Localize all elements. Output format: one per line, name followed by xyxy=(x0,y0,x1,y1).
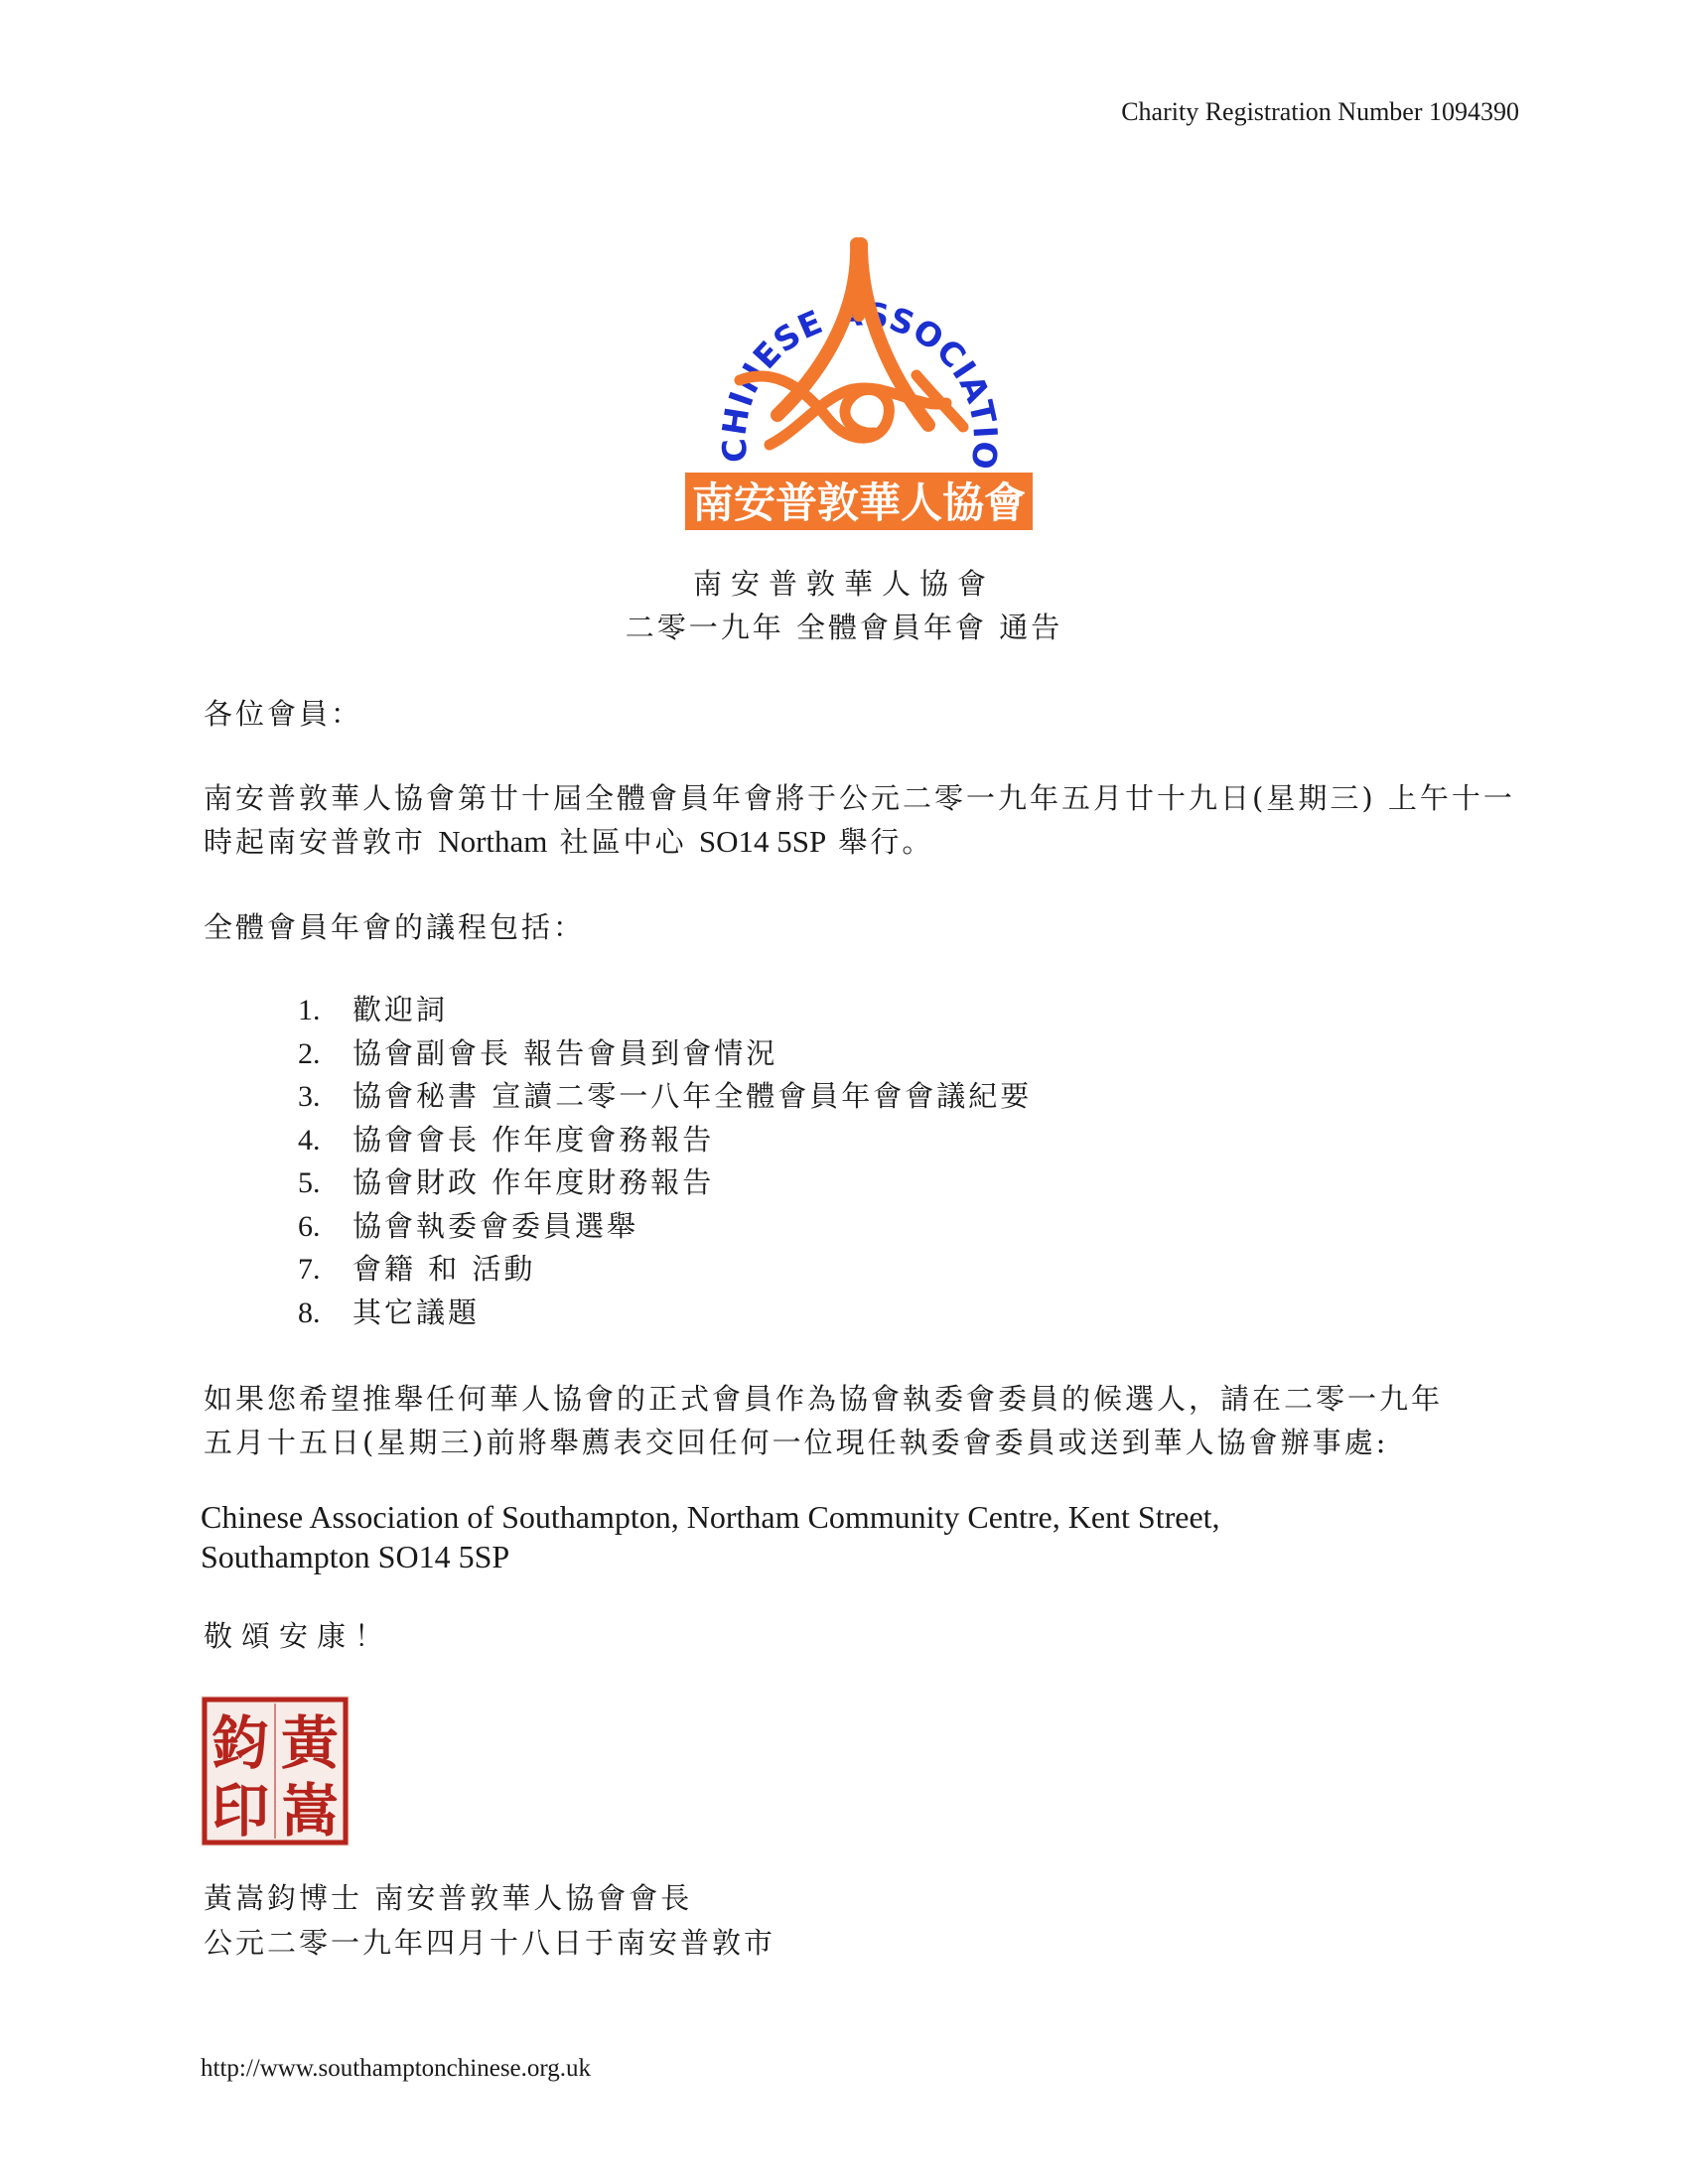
title-line-1: 南安普敦華人協會 xyxy=(692,567,995,601)
charity-registration-number: Charity Registration Number 1094390 xyxy=(1121,97,1519,126)
agenda-item-text: 歡迎詞 xyxy=(352,993,449,1026)
nomination-line-1: 如果您希望推舉任何華人協會的正式會員作為協會執委會委員的候選人，請在二零一九年 xyxy=(204,1382,1444,1416)
title-line-2: 二零一九年 全體會員年會 通告 xyxy=(625,611,1063,644)
agenda-item xyxy=(298,989,1032,1032)
agenda-item-text: 協會會長 作年度會務報告 xyxy=(352,1122,715,1157)
agenda-item xyxy=(298,1205,1032,1249)
association-logo-graphic xyxy=(680,197,1038,534)
intro-place: Northam xyxy=(438,824,548,859)
seal-char-1: 黃 xyxy=(280,1709,340,1777)
president-seal xyxy=(201,1696,350,1846)
signature-line-1: 黃嵩鈞博士 南安普敦華人協會會長 xyxy=(204,1881,693,1915)
agenda-item-number: 6. xyxy=(298,1209,321,1243)
intro-text-1: 南安普敦華人協會第廿十屆全體會員年會將于公元二零一九年五月廿十九日(星期三) 上午十一時起南安普敦市 xyxy=(204,781,1515,859)
nomination-line-2: 五月十五日(星期三)前將舉薦表交回任何一位現任執委會委員或送到華人協會辦事處: xyxy=(204,1426,1389,1459)
agenda-item-text: 協會副會長 報告會員到會情況 xyxy=(352,1035,778,1070)
agenda-list xyxy=(298,989,1032,1334)
agenda-item xyxy=(298,1032,1032,1076)
agenda-item-number: 3. xyxy=(298,1080,321,1113)
agenda-item xyxy=(298,1248,1032,1292)
agenda-item-number: 1. xyxy=(298,994,321,1026)
agenda-item xyxy=(298,1161,1032,1205)
intro-text-2: 社區中心 xyxy=(547,825,699,859)
agenda-item-text: 協會財政 作年度財務報告 xyxy=(352,1165,715,1199)
intro-postcode: SO14 5SP xyxy=(698,824,827,859)
agenda-item-text: 協會執委會委員選舉 xyxy=(352,1208,639,1243)
agenda-item-text: 其它議題 xyxy=(352,1295,481,1329)
address-line-2: Southampton SO14 5SP xyxy=(201,1539,510,1574)
agenda-item-number: 8. xyxy=(298,1296,321,1329)
intro-text-3: 舉行。 xyxy=(826,825,934,859)
agenda-item-number: 7. xyxy=(298,1253,321,1286)
closing-salutation: 敬頌安康！ xyxy=(204,1619,393,1653)
office-address xyxy=(201,1497,1220,1576)
agenda-item-number: 2. xyxy=(298,1036,321,1070)
agenda-intro: 全體會員年會的議程包括： xyxy=(204,910,586,944)
website-link[interactable]: http://www.southamptonchinese.org.uk xyxy=(201,2055,592,2082)
logo-ring-text: CHINESE ASSOCIATIO xyxy=(714,294,1006,473)
agenda-item-number: 4. xyxy=(298,1123,321,1157)
agenda-item xyxy=(298,1075,1032,1119)
intro-paragraph xyxy=(204,776,1534,864)
association-logo xyxy=(680,197,1038,534)
agenda-item-number: 5. xyxy=(298,1166,321,1199)
address-line-1: Chinese Association of Southampton, Northam Community Centre, Kent Street, xyxy=(201,1499,1220,1535)
seal-char-4: 印 xyxy=(211,1777,270,1844)
seal-char-3: 鈞 xyxy=(211,1709,270,1777)
greeting: 各位會員： xyxy=(204,697,363,731)
agenda-item-text: 協會秘書 宣讀二零一八年全體會員年會會議紀要 xyxy=(352,1079,1033,1113)
agenda-item xyxy=(298,1292,1032,1335)
logo-banner-text: 南安普敦華人協會 xyxy=(691,478,1027,527)
seal-char-2: 嵩 xyxy=(280,1777,340,1844)
agenda-item-text: 會籍 和 活動 xyxy=(352,1252,536,1286)
seal-graphic xyxy=(201,1696,350,1846)
signature-line-2: 公元二零一九年四月十八日于南安普敦市 xyxy=(204,1926,776,1960)
agenda-item xyxy=(298,1119,1032,1162)
